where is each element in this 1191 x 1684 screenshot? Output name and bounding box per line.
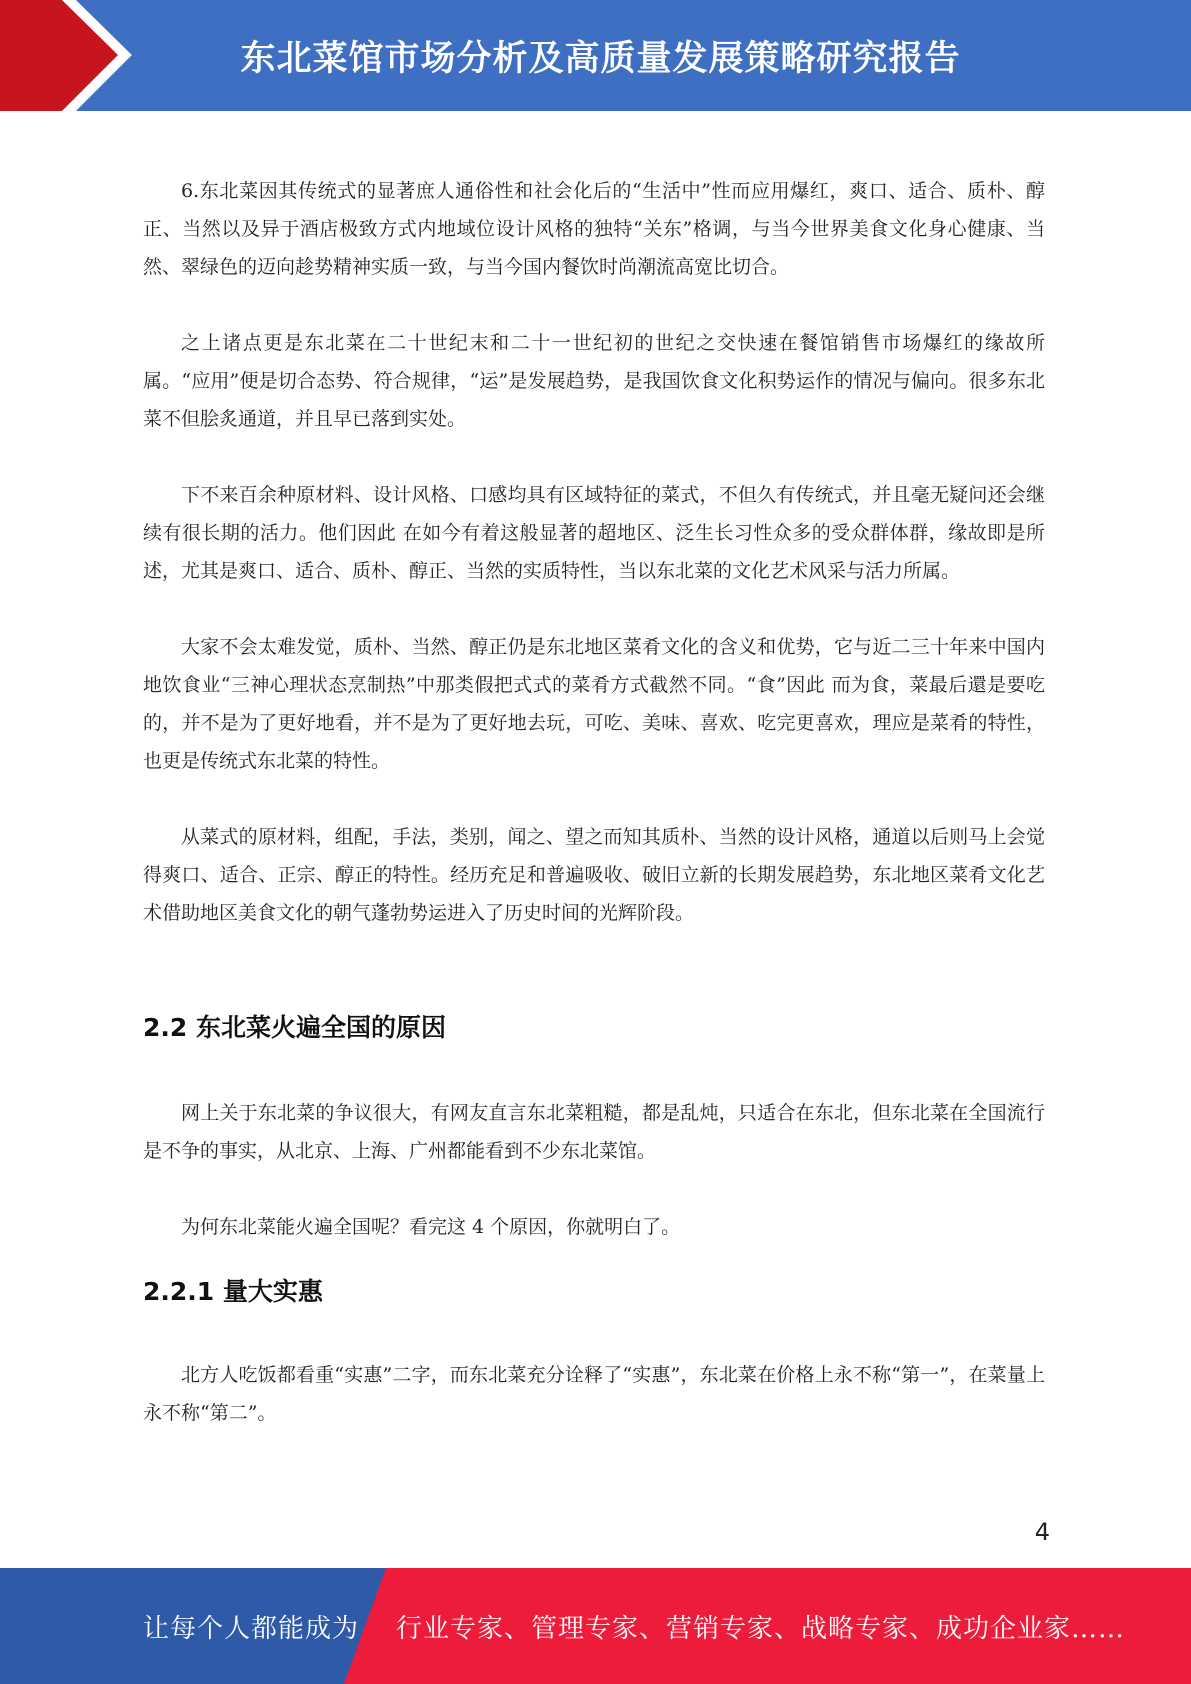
footer-slogan-left: 让每个人都能成为	[143, 1613, 360, 1644]
footer-banner	[0, 1568, 1191, 1684]
document-title: 东北菜馆市场分析及高质量发展策略研究报告	[240, 38, 961, 79]
paragraph: 为何东北菜能火遍全国呢？看完这 4 个原因，你就明白了。	[181, 1216, 681, 1238]
paragraph: 北方人吃饭都看重“实惠”二字，而东北菜充分诠释了“实惠”，东北菜在价格上永不称“第一”，在菜量上永不称“第二”。	[143, 1364, 1045, 1424]
page-number: 4	[1034, 1518, 1050, 1546]
document-body	[143, 172, 1045, 1432]
footer-slogan-right: 行业专家、管理专家、营销专家、战略专家、成功企业家……	[396, 1613, 1126, 1644]
paragraph: 6.东北菜因其传统式的显著庶人通俗性和社会化后的“生活中”性而应用爆红，爽口、适合、质朴、醇正、当然以及异于酒店极致方式内地域位设计风格的独特“关东”格调，与当今世界美食文化身心健康、当然、翠绿色的迈向趁势精神实质一致，与当今国内餐饮时尚潮流高宽比切合。	[143, 180, 1045, 278]
paragraph: 从菜式的原材料，组配，手法，类别，闻之、望之而知其质朴、当然的设计风格，通道以后则马上会觉得爽口、适合、正宗、醇正的特性。经历充足和普遍吸收、破旧立新的长期发展趋势，东北地区菜肴文化艺术借助地区美食文化的朝气蓬勃势运进入了历史时间的光辉阶段。	[143, 826, 1045, 924]
section-heading-2-2: 2.2 东北菜火遍全国的原因	[143, 1013, 446, 1042]
paragraph: 网上关于东北菜的争议很大，有网友直言东北菜粗糙，都是乱炖，只适合在东北，但东北菜在全国流行是不争的事实，从北京、上海、广州都能看到不少东北菜馆。	[143, 1102, 1045, 1162]
header-arrow-decoration	[0, 0, 150, 111]
header-banner	[0, 0, 1191, 111]
paragraph: 之上诸点更是东北菜在二十世纪末和二十一世纪初的世纪之交快速在餐馆销售市场爆红的缘故所属。“应用”便是切合态势、符合规律，“运”是发展趋势，是我国饮食文化积势运作的情况与偏向。很多东北菜不但脍炙通道，并且早已落到实处。	[143, 332, 1045, 430]
paragraph: 下不来百余种原材料、设计风格、口感均具有区域特征的菜式，不但久有传统式，并且毫无疑问还会继续有很长期的活力。他们因此 在如今有着这般显著的超地区、泛生长习性众多的受众群体群，缘故即是所述，尤其是爽口、适合、质朴、醇正、当然的实质特性，当以东北菜的文化艺术风采与活力所属。	[143, 484, 1045, 582]
section-heading-2-2-1: 2.2.1 量大实惠	[143, 1277, 323, 1306]
paragraph: 大家不会太难发觉，质朴、当然、醇正仍是东北地区菜肴文化的含义和优势，它与近二三十年来中国内地饮食业“三神心理状态烹制热”中那类假把式式的菜肴方式截然不同。“食”因此 而为食，菜最后還是要吃的，并不是为了更好地看，并不是为了更好地去玩，可吃、美味、喜欢、吃完更喜欢，理应是菜肴的特性，也更是传统式东北菜的特性。	[143, 636, 1045, 772]
